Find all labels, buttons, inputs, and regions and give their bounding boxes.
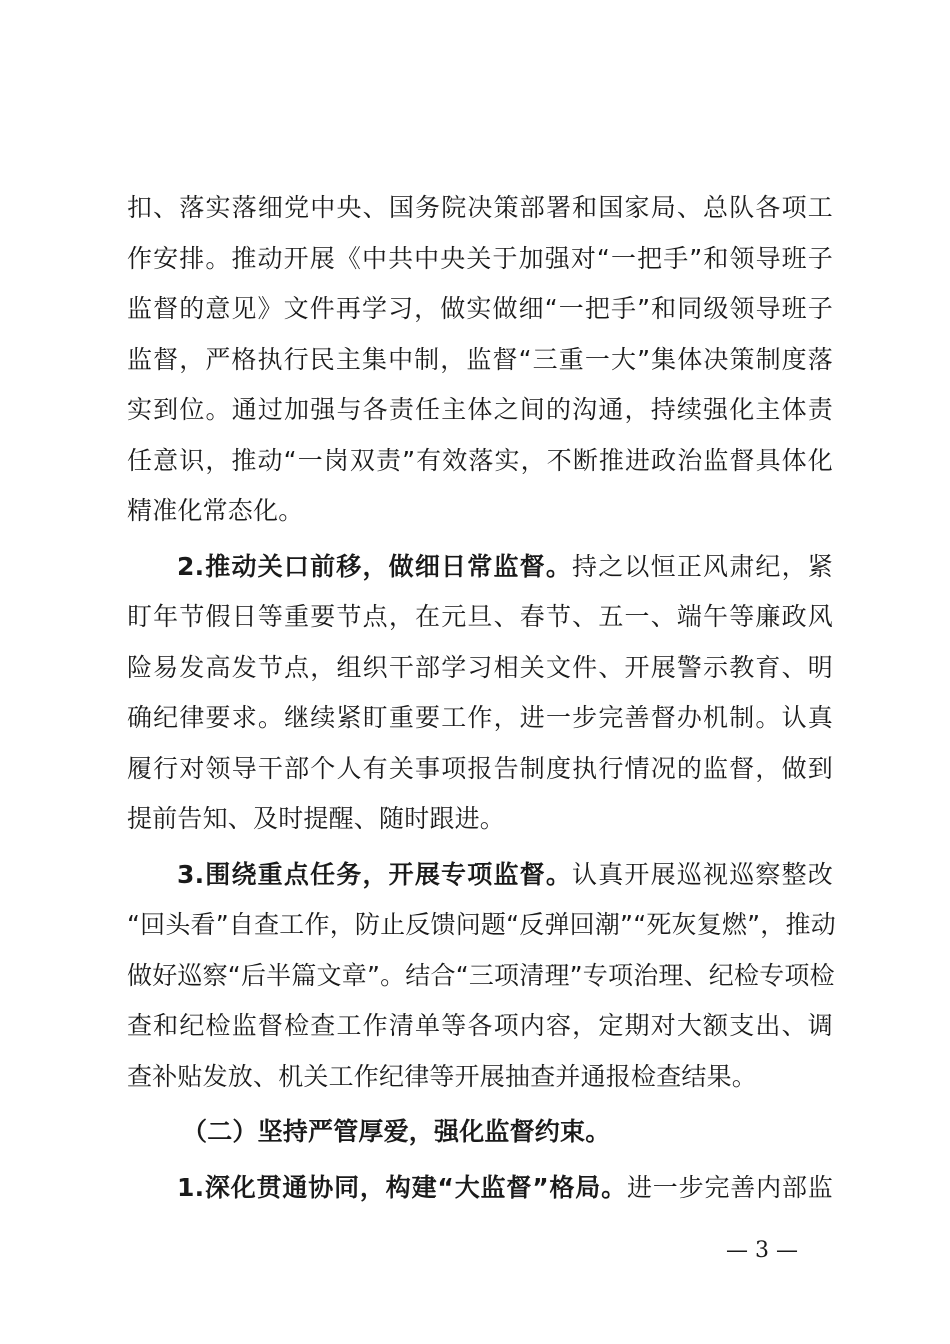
text-run: 持之以恒正风肃纪，紧 bbox=[572, 551, 833, 581]
text-line: 查和纪检监督检查工作清单等各项内容，定期对大额支出、调 bbox=[127, 1011, 833, 1040]
text-line: 履行对领导干部个人有关事项报告制度执行情况的监督，做到 bbox=[127, 753, 833, 783]
text-line: 扣、落实落细党中央、国务院决策部署和国家局、总队各项工 bbox=[127, 193, 833, 222]
text-line: “回头看”自查工作，防止反馈问题“反弹回潮”“死灰复燃”，推动 bbox=[127, 910, 836, 939]
document-body bbox=[127, 183, 836, 1213]
text-run: 进一步完善内部监 bbox=[626, 1172, 833, 1202]
paragraph-daily-supervision bbox=[127, 542, 833, 845]
paragraph-heading: 3.围绕重点任务，开展专项监督。 bbox=[177, 859, 573, 889]
text-line: 盯年节假日等重要节点，在元旦、春节、五一、端午等廉政风 bbox=[127, 602, 833, 631]
paragraph-heading: 2.推动关口前移，做细日常监督。 bbox=[177, 551, 573, 581]
page-number: — 3 — bbox=[726, 1238, 798, 1263]
paragraph-heading: 1.深化贯通协同，构建“大监督”格局。 bbox=[177, 1172, 627, 1202]
paragraph-big-supervision bbox=[127, 1163, 833, 1214]
text-line: 监督的意见》文件再学习，做实做细“一把手”和同级领导班子 bbox=[127, 294, 833, 323]
paragraph-political-supervision bbox=[127, 183, 833, 537]
text-line: 实到位。通过加强与各责任主体之间的沟通，持续强化主体责 bbox=[127, 395, 833, 424]
paragraph-special-supervision bbox=[127, 850, 836, 1103]
text-line: 精准化常态化。 bbox=[127, 496, 304, 525]
text-line: 任意识，推动“一岗双责”有效落实，不断推进政治监督具体化 bbox=[127, 445, 833, 475]
text-line: 险易发高发节点，组织干部学习相关文件、开展警示教育、明 bbox=[127, 652, 833, 682]
section-heading: （二）坚持严管厚爱，强化监督约束。 bbox=[182, 1117, 611, 1146]
text-line bbox=[127, 542, 833, 593]
text-line: 作安排。推动开展《中共中央关于加强对“一把手”和领导班子 bbox=[127, 243, 833, 273]
text-line: 提前告知、及时提醒、随时跟进。 bbox=[127, 804, 506, 833]
text-line: 做好巡察“后半篇文章”。结合“三项清理”专项治理、纪检专项检 bbox=[127, 960, 835, 990]
text-line: 确纪律要求。继续紧盯重要工作，进一步完善督办机制。认真 bbox=[127, 703, 833, 732]
text-line bbox=[127, 850, 833, 901]
text-line: 查补贴发放、机关工作纪律等开展抽查并通报检查结果。 bbox=[127, 1061, 758, 1091]
text-line bbox=[127, 1163, 833, 1214]
text-line: 监督，严格执行民主集中制，监督“三重一大”集体决策制度落 bbox=[127, 344, 833, 374]
text-run: 认真开展巡视巡察整改 bbox=[572, 859, 833, 889]
